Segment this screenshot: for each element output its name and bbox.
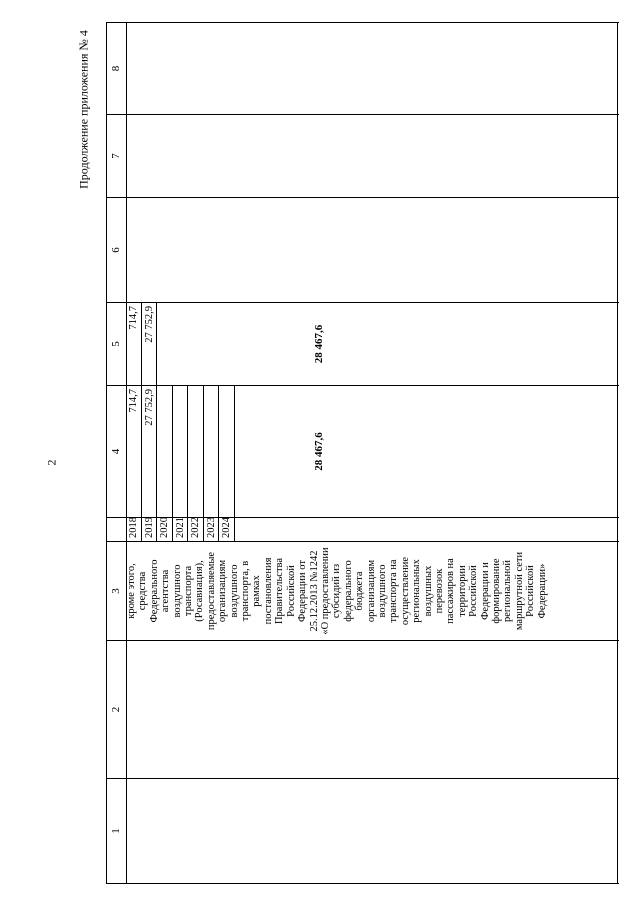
column-header-8: 8 <box>107 23 127 114</box>
col4-total: 28 467,6 <box>313 432 325 471</box>
column-header-5: 5 <box>107 303 127 385</box>
column-1 <box>107 779 619 884</box>
year-cell: 2021 <box>173 518 189 541</box>
column-6 <box>107 198 619 303</box>
value-cell: 714,7 <box>126 303 142 385</box>
rotated-table <box>106 22 618 884</box>
value-cell <box>157 386 173 517</box>
column-3 <box>107 542 619 641</box>
column-header-4: 4 <box>107 386 127 517</box>
year-column <box>107 518 619 542</box>
value-cell <box>188 386 204 517</box>
column-header-3: 3 <box>107 542 127 640</box>
value-cell <box>219 386 235 517</box>
column-header-7: 7 <box>107 115 127 197</box>
column-4 <box>107 386 619 518</box>
column-header-2: 2 <box>107 641 127 778</box>
page-number: 2 <box>44 459 59 466</box>
column-2 <box>107 641 619 779</box>
year-cell: 2020 <box>157 518 173 541</box>
row-description: кроме этого, средства Федерального агентства воздушного транспорта (Росавиация), предоставляемые организациям воздушного транспорта, в рамках постановления Правительства Российской Федерации от 25.12.2013 №1242 «О предоставлении субсидий из федерального бюджета организациям воздушного транспорта на осуществление региональных воздушных перевозок пассажиров на территории Российской Федерации и формирование региональной маршрутной сети Российской Федерации» <box>126 547 548 635</box>
column-header-1: 1 <box>107 779 127 883</box>
col4-values <box>126 386 235 517</box>
year-cell: 2023 <box>204 518 220 541</box>
value-cell: 27 752,9 <box>142 386 158 517</box>
year-list <box>126 518 235 541</box>
col5-values <box>126 303 157 385</box>
year-cell: 2019 <box>142 518 158 541</box>
value-cell: 27 752,9 <box>142 303 158 385</box>
value-cell: 714,7 <box>126 386 142 517</box>
column-7 <box>107 115 619 198</box>
appendix-label: Продолжение приложения № 4 <box>76 30 91 189</box>
year-cell: 2018 <box>126 518 142 541</box>
year-cell: 2024 <box>219 518 235 541</box>
value-cell <box>204 386 220 517</box>
column-5 <box>107 303 619 386</box>
year-cell: 2022 <box>188 518 204 541</box>
column-header-6: 6 <box>107 198 127 302</box>
column-header-year <box>107 518 127 541</box>
value-cell <box>173 386 189 517</box>
col5-total: 28 467,6 <box>313 324 325 364</box>
column-8 <box>107 22 619 115</box>
